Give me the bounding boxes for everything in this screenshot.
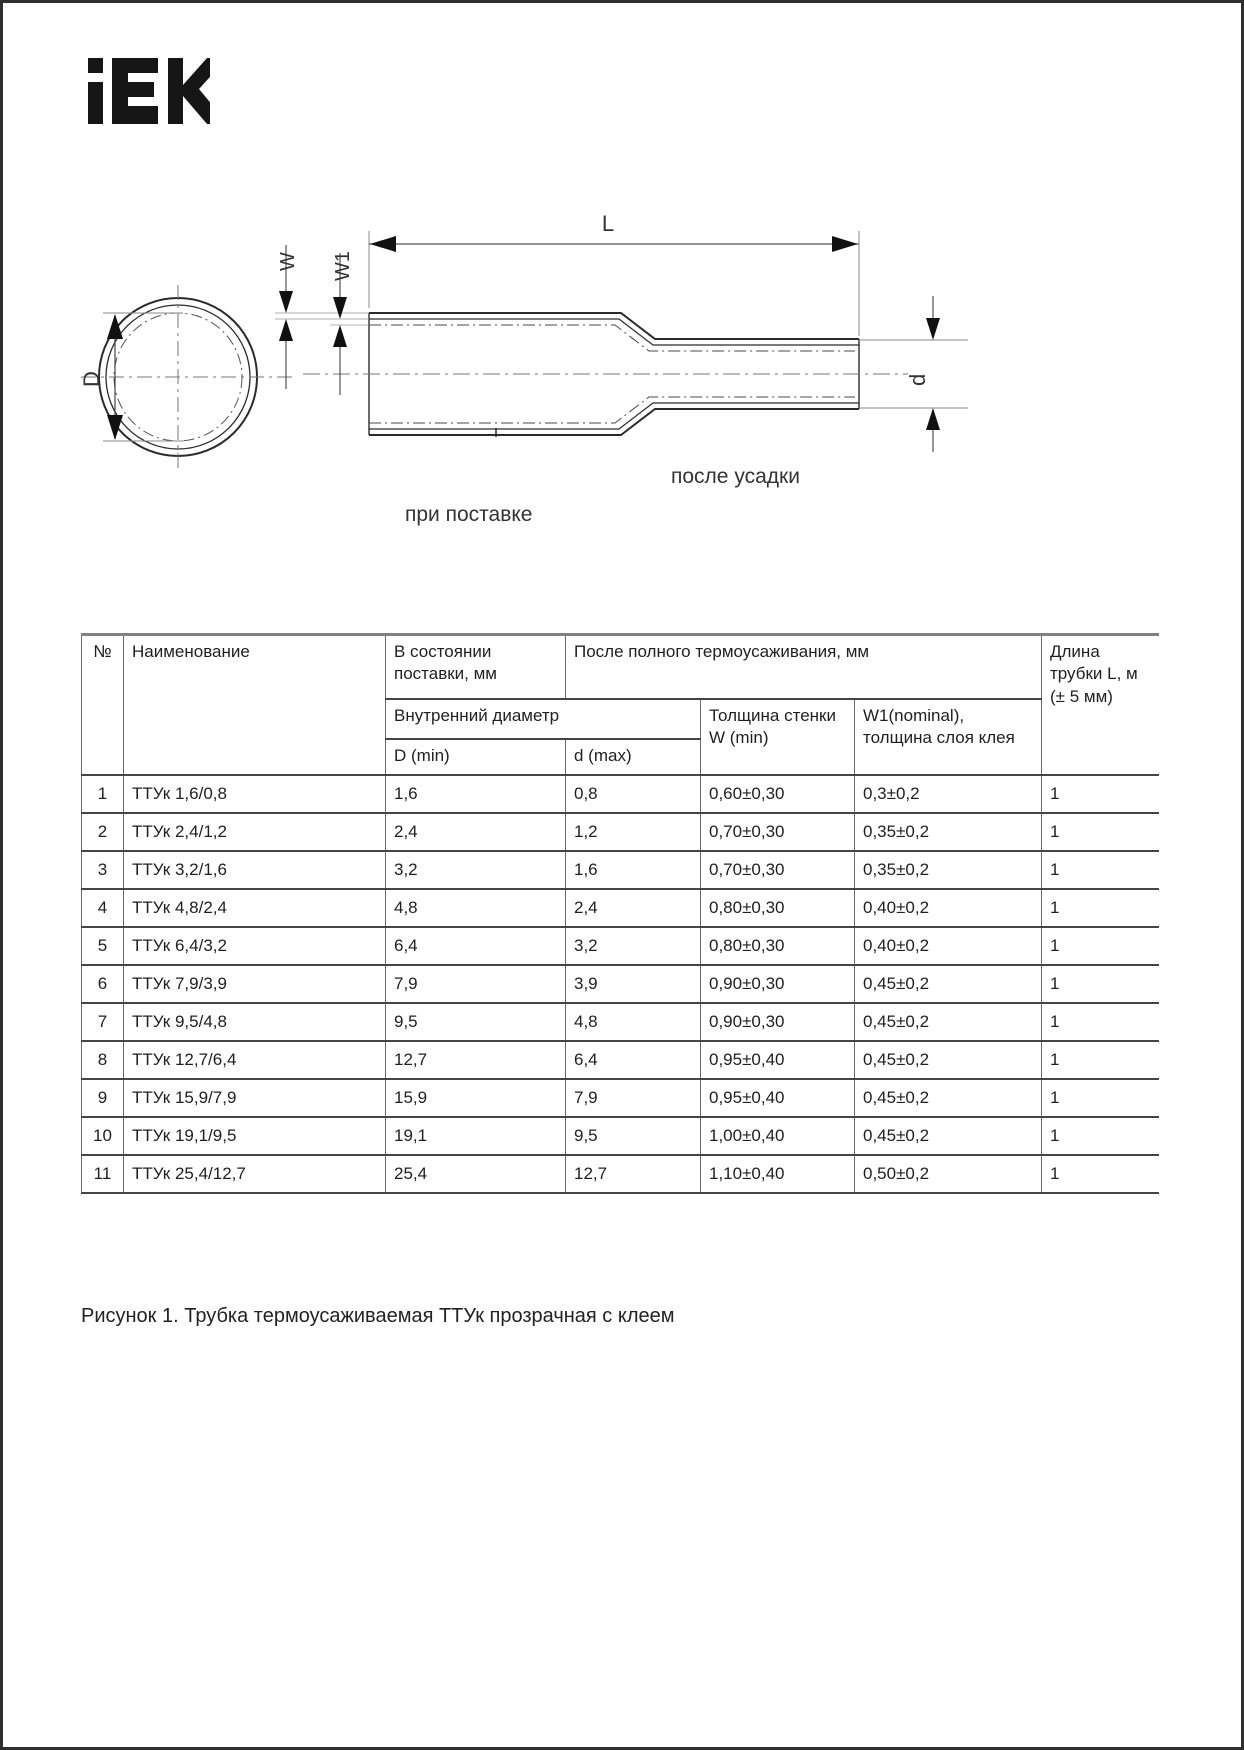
- cell-d: 2,4: [566, 889, 701, 927]
- cell-W: 0,90±0,30: [701, 1003, 855, 1041]
- dimension-W1: [330, 251, 369, 395]
- header-wall: Толщина стенки W (min): [701, 699, 855, 775]
- cell-W1: 0,50±0,2: [855, 1155, 1042, 1193]
- cell-W: 1,00±0,40: [701, 1117, 855, 1155]
- cell-D: 1,6: [386, 775, 566, 813]
- cell-D: 6,4: [386, 927, 566, 965]
- cell-name: ТТУк 3,2/1,6: [124, 851, 386, 889]
- cell-W1: 0,40±0,2: [855, 889, 1042, 927]
- cell-d: 1,6: [566, 851, 701, 889]
- cell-D: 19,1: [386, 1117, 566, 1155]
- cell-L: 1: [1042, 1155, 1159, 1193]
- cell-D: 7,9: [386, 965, 566, 1003]
- cell-W1: 0,35±0,2: [855, 851, 1042, 889]
- cell-num: 6: [82, 965, 124, 1003]
- table-row: [82, 851, 1159, 889]
- cell-W: 0,90±0,30: [701, 965, 855, 1003]
- cell-W1: 0,40±0,2: [855, 927, 1042, 965]
- cell-d: 6,4: [566, 1041, 701, 1079]
- dim-label-W: W: [277, 252, 299, 271]
- cell-num: 11: [82, 1155, 124, 1193]
- cell-num: 7: [82, 1003, 124, 1041]
- dim-label-d: d: [905, 373, 930, 386]
- cell-W1: 0,45±0,2: [855, 965, 1042, 1003]
- cell-D: 25,4: [386, 1155, 566, 1193]
- header-after-full: После полного термоусаживания, мм: [566, 635, 1042, 699]
- cell-num: 10: [82, 1117, 124, 1155]
- cell-W: 0,95±0,40: [701, 1041, 855, 1079]
- dimension-W: [275, 245, 369, 389]
- header-d-min: D (min): [386, 739, 566, 775]
- cell-W: 0,95±0,40: [701, 1079, 855, 1117]
- dimension-L: [369, 211, 859, 336]
- header-d-max: d (max): [566, 739, 701, 775]
- table-row: [82, 1003, 1159, 1041]
- technical-drawing: [3, 3, 1244, 563]
- cell-D: 3,2: [386, 851, 566, 889]
- table-row: [82, 889, 1159, 927]
- cell-name: ТТУк 7,9/3,9: [124, 965, 386, 1003]
- table-row: [82, 775, 1159, 813]
- header-name: Наименование: [124, 635, 386, 775]
- cell-name: ТТУк 15,9/7,9: [124, 1079, 386, 1117]
- cell-W1: 0,45±0,2: [855, 1117, 1042, 1155]
- header-row-1: [82, 635, 1159, 699]
- cell-L: 1: [1042, 1079, 1159, 1117]
- table-row: [82, 1079, 1159, 1117]
- table-row: [82, 1155, 1159, 1193]
- cell-num: 9: [82, 1079, 124, 1117]
- cell-W1: 0,45±0,2: [855, 1079, 1042, 1117]
- cell-num: 1: [82, 775, 124, 813]
- cell-W: 0,80±0,30: [701, 927, 855, 965]
- cell-name: ТТУк 1,6/0,8: [124, 775, 386, 813]
- cell-W: 1,10±0,40: [701, 1155, 855, 1193]
- cell-W: 0,70±0,30: [701, 813, 855, 851]
- cell-d: 7,9: [566, 1079, 701, 1117]
- cell-W1: 0,45±0,2: [855, 1041, 1042, 1079]
- cell-L: 1: [1042, 775, 1159, 813]
- cell-d: 3,2: [566, 927, 701, 965]
- cell-num: 4: [82, 889, 124, 927]
- cell-L: 1: [1042, 813, 1159, 851]
- cell-d: 0,8: [566, 775, 701, 813]
- header-w1: W1(nominal), толщина слоя клея: [855, 699, 1042, 775]
- cell-name: ТТУк 2,4/1,2: [124, 813, 386, 851]
- cell-W: 0,70±0,30: [701, 851, 855, 889]
- cell-L: 1: [1042, 965, 1159, 1003]
- cell-name: ТТУк 19,1/9,5: [124, 1117, 386, 1155]
- table-row: [82, 927, 1159, 965]
- table-row: [82, 1041, 1159, 1079]
- cell-D: 4,8: [386, 889, 566, 927]
- cell-name: ТТУк 6,4/3,2: [124, 927, 386, 965]
- cell-W: 0,60±0,30: [701, 775, 855, 813]
- label-after-shrink: после усадки: [671, 465, 800, 488]
- header-inner-diameter: Внутренний диаметр: [386, 699, 701, 739]
- cell-L: 1: [1042, 851, 1159, 889]
- cell-d: 3,9: [566, 965, 701, 1003]
- cell-num: 2: [82, 813, 124, 851]
- figure-caption: Рисунок 1. Трубка термоусаживаемая ТТУк прозрачная с клеем: [81, 1305, 675, 1327]
- header-length: Длина трубки L, м (± 5 мм): [1042, 635, 1159, 775]
- cell-name: ТТУк 12,7/6,4: [124, 1041, 386, 1079]
- spec-table-header: [82, 635, 1159, 775]
- cell-d: 12,7: [566, 1155, 701, 1193]
- dim-label-L: L: [601, 211, 615, 236]
- tube-outline: [369, 313, 859, 437]
- cell-name: ТТУк 4,8/2,4: [124, 889, 386, 927]
- cell-num: 5: [82, 927, 124, 965]
- cell-L: 1: [1042, 927, 1159, 965]
- label-supplied: при поставке: [405, 503, 533, 526]
- cell-d: 1,2: [566, 813, 701, 851]
- cell-D: 15,9: [386, 1079, 566, 1117]
- cell-num: 3: [82, 851, 124, 889]
- cell-D: 9,5: [386, 1003, 566, 1041]
- cell-L: 1: [1042, 1041, 1159, 1079]
- cell-L: 1: [1042, 1117, 1159, 1155]
- cell-name: ТТУк 25,4/12,7: [124, 1155, 386, 1193]
- cell-d: 9,5: [566, 1117, 701, 1155]
- spec-table-body: [82, 775, 1159, 1193]
- table-row: [82, 1117, 1159, 1155]
- cell-d: 4,8: [566, 1003, 701, 1041]
- cell-W1: 0,45±0,2: [855, 1003, 1042, 1041]
- dim-label-D: D: [79, 371, 104, 387]
- cell-name: ТТУк 9,5/4,8: [124, 1003, 386, 1041]
- cell-W: 0,80±0,30: [701, 889, 855, 927]
- cell-L: 1: [1042, 1003, 1159, 1041]
- header-num: №: [82, 635, 124, 775]
- cell-D: 2,4: [386, 813, 566, 851]
- dim-label-W1: W1: [332, 251, 354, 281]
- spec-table: [81, 633, 1159, 1194]
- cell-L: 1: [1042, 889, 1159, 927]
- cell-D: 12,7: [386, 1041, 566, 1079]
- header-supplied: В состоянии поставки, мм: [386, 635, 566, 699]
- cell-W1: 0,35±0,2: [855, 813, 1042, 851]
- cell-num: 8: [82, 1041, 124, 1079]
- table-row: [82, 965, 1159, 1003]
- table-row: [82, 813, 1159, 851]
- cell-W1: 0,3±0,2: [855, 775, 1042, 813]
